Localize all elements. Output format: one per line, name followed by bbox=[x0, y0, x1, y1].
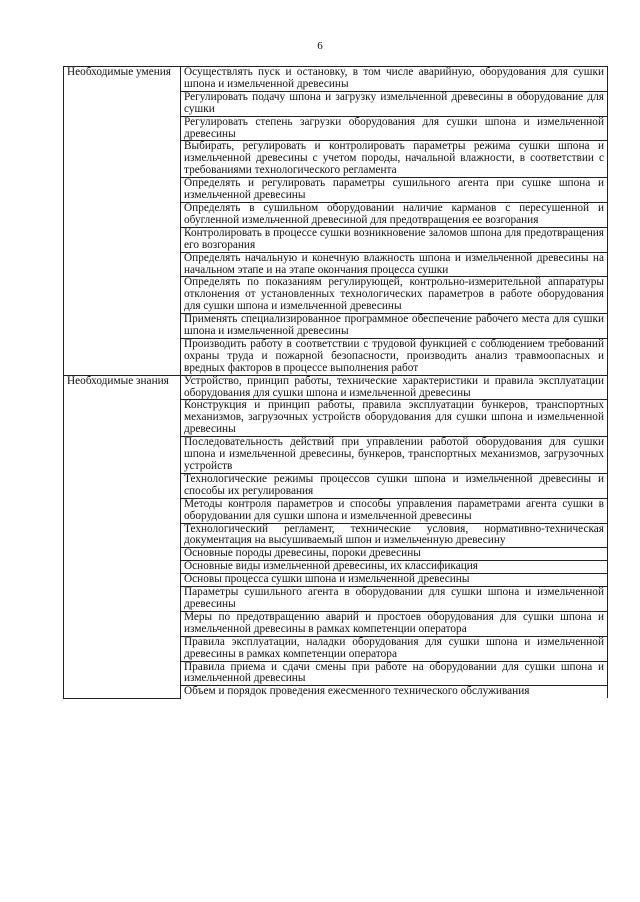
requirement-item: Осуществлять пуск и остановку, в том числе аварийную, оборудования для сушки шпона и измельченной древесины bbox=[181, 67, 608, 92]
table-row bbox=[64, 67, 608, 92]
competency-table bbox=[63, 66, 608, 699]
requirement-item: Выбирать, регулировать и контролировать параметры режима сушки шпона и измельченной древесины с учетом породы, начальной влажности, в соответствии с требованиями технологического регламента bbox=[181, 141, 608, 178]
requirement-item: Объем и порядок проведения ежесменного технического обслуживания bbox=[181, 686, 608, 698]
requirement-item: Технологические режимы процессов сушки шпона и измельченной древесины и способы их регулирования bbox=[181, 473, 608, 498]
requirement-item: Правила эксплуатации, наладки оборудования для сушки шпона и измельченной древесины в рамках компетенции оператора bbox=[181, 636, 608, 661]
section-label: Необходимые знания bbox=[64, 375, 181, 698]
requirement-item: Производить работу в соответствии с трудовой функцией с соблюдением требований охраны труда и пожарной безопасности, производить анализ травмоопасных и вредных факторов в процессе выполнения работ bbox=[181, 338, 608, 375]
requirement-item: Параметры сушильного агента в оборудовании для сушки шпона и измельченной древесины bbox=[181, 587, 608, 612]
requirement-item: Применять специализированное программное обеспечение рабочего места для сушки шпона и измельченной древесины bbox=[181, 314, 608, 339]
section-label: Необходимые умения bbox=[64, 67, 181, 376]
requirement-item: Основы процесса сушки шпона и измельченной древесины bbox=[181, 574, 608, 587]
requirement-item: Регулировать степень загрузки оборудования для сушки шпона и измельченной древесины bbox=[181, 116, 608, 141]
requirement-item: Контролировать в процессе сушки возникновение заломов шпона для предотвращения его возгорания bbox=[181, 227, 608, 252]
requirement-item: Определять по показаниям регулирующей, контрольно-измерительной аппаратуры отклонения от установленных технологических параметров в работе оборудования для сушки шпона и измельченной древесины bbox=[181, 277, 608, 314]
requirement-item: Конструкция и принцип работы, правила эксплуатации бункеров, транспортных механизмов, загрузочных устройств оборудования для сушки шпона и измельченной древесины bbox=[181, 400, 608, 437]
requirement-item: Методы контроля параметров и способы управления параметрами агента сушки в оборудовании для сушки шпона и измельченной древесины bbox=[181, 498, 608, 523]
requirement-item: Регулировать подачу шпона и загрузку измельченной древесины в оборудование для сушки bbox=[181, 91, 608, 116]
requirement-item: Правила приема и сдачи смены при работе на оборудовании для сушки шпона и измельченной древесины bbox=[181, 661, 608, 686]
requirement-item: Определять в сушильном оборудовании наличие карманов с пересушенной и обугленной измельченной древесиной для предотвращения ее возгорания bbox=[181, 202, 608, 227]
requirement-item: Основные породы древесины, пороки древесины bbox=[181, 548, 608, 561]
page-number: 6 bbox=[317, 40, 323, 52]
requirement-item: Определять начальную и конечную влажность шпона и измельченной древесины на начальном этапе и на этапе окончания процесса сушки bbox=[181, 252, 608, 277]
requirement-item: Последовательность действий при управлении работой оборудования для сушки шпона и измельченной древесины, бункеров, транспортных механизмов, загрузочных устройств bbox=[181, 437, 608, 474]
requirement-item: Устройство, принцип работы, технические характеристики и правила эксплуатации оборудования для сушки шпона и измельченной древесины bbox=[181, 375, 608, 400]
requirement-item: Определять и регулировать параметры сушильного агента при сушке шпона и измельченной древесины bbox=[181, 178, 608, 203]
competency-table-body bbox=[64, 67, 608, 699]
requirement-item: Основные виды измельченной древесины, их классификация bbox=[181, 561, 608, 574]
requirement-item: Меры по предотвращению аварий и простоев оборудования для сушки шпона и измельченной древесины в рамках компетенции оператора bbox=[181, 611, 608, 636]
table-row bbox=[64, 375, 608, 400]
requirement-item: Технологический регламент, технические условия, нормативно-техническая документация на высушиваемый шпон и измельченную древесину bbox=[181, 523, 608, 548]
